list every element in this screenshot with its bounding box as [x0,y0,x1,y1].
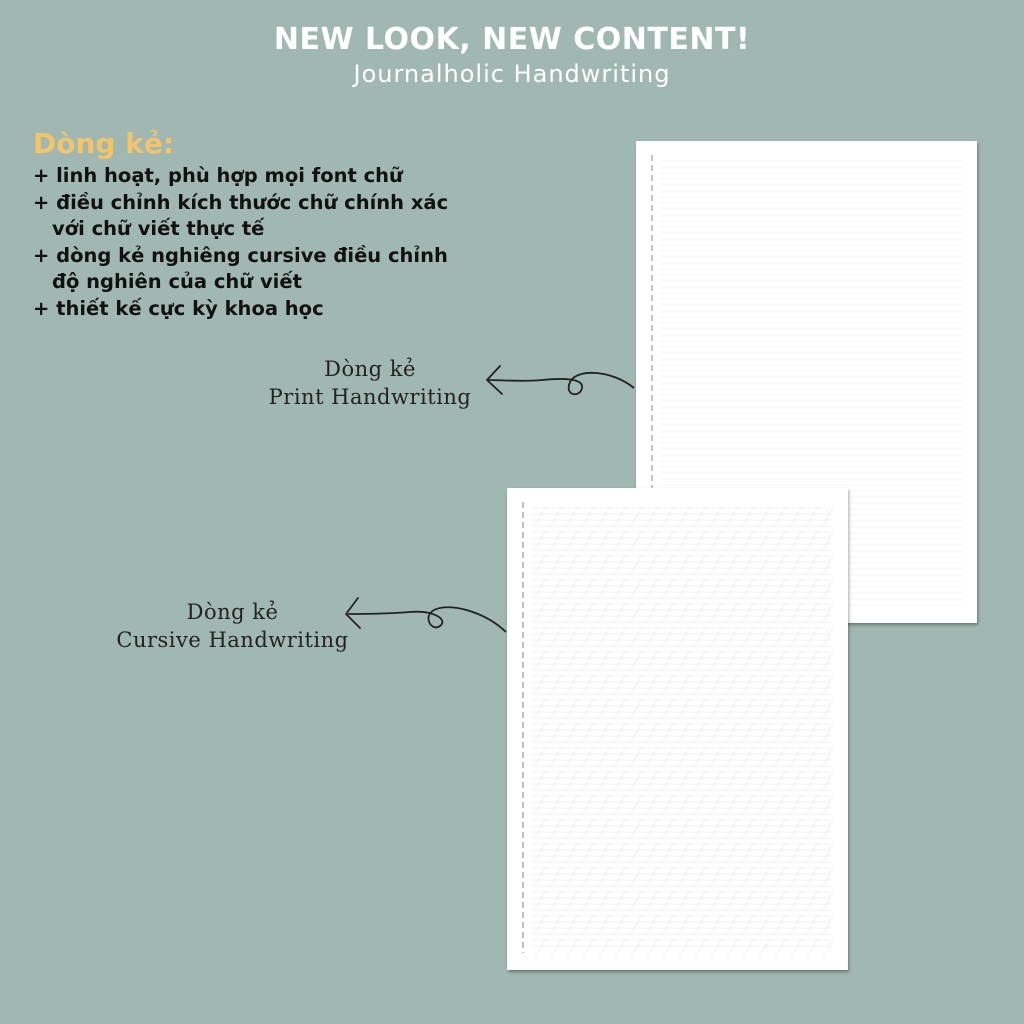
cursive-arrow-icon [340,592,510,642]
features-heading: Dòng kẻ: [33,127,175,160]
print-label-line1: Dòng kẻ [324,357,416,381]
cursive-label [100,598,365,654]
cursive-label-line2: Cursive Handwriting [116,628,349,652]
cursive-ruling [507,488,848,970]
features-list [33,163,472,322]
page-title: NEW LOOK, NEW CONTENT! [273,22,751,57]
feature-item: + thiết kế cực kỳ khoa học [33,296,324,320]
print-label-line2: Print Handwriting [268,385,472,409]
cursive-handwriting-sheet [507,488,848,970]
print-arrow-icon [482,360,642,410]
header [0,18,1024,88]
feature-item: + linh hoạt, phù hợp mọi font chữ [33,164,403,187]
print-label [250,355,490,411]
feature-item: + điều chỉnh kích thước chữ chính xác với chữ viết thực tế [33,190,449,240]
feature-item: + dòng kẻ nghiêng cursive điều chỉnh độ nghiên của chữ viết [33,243,448,293]
page-subtitle: Journalholic Handwriting [353,60,671,88]
cursive-label-line1: Dòng kẻ [186,600,279,624]
features-block [33,125,472,322]
